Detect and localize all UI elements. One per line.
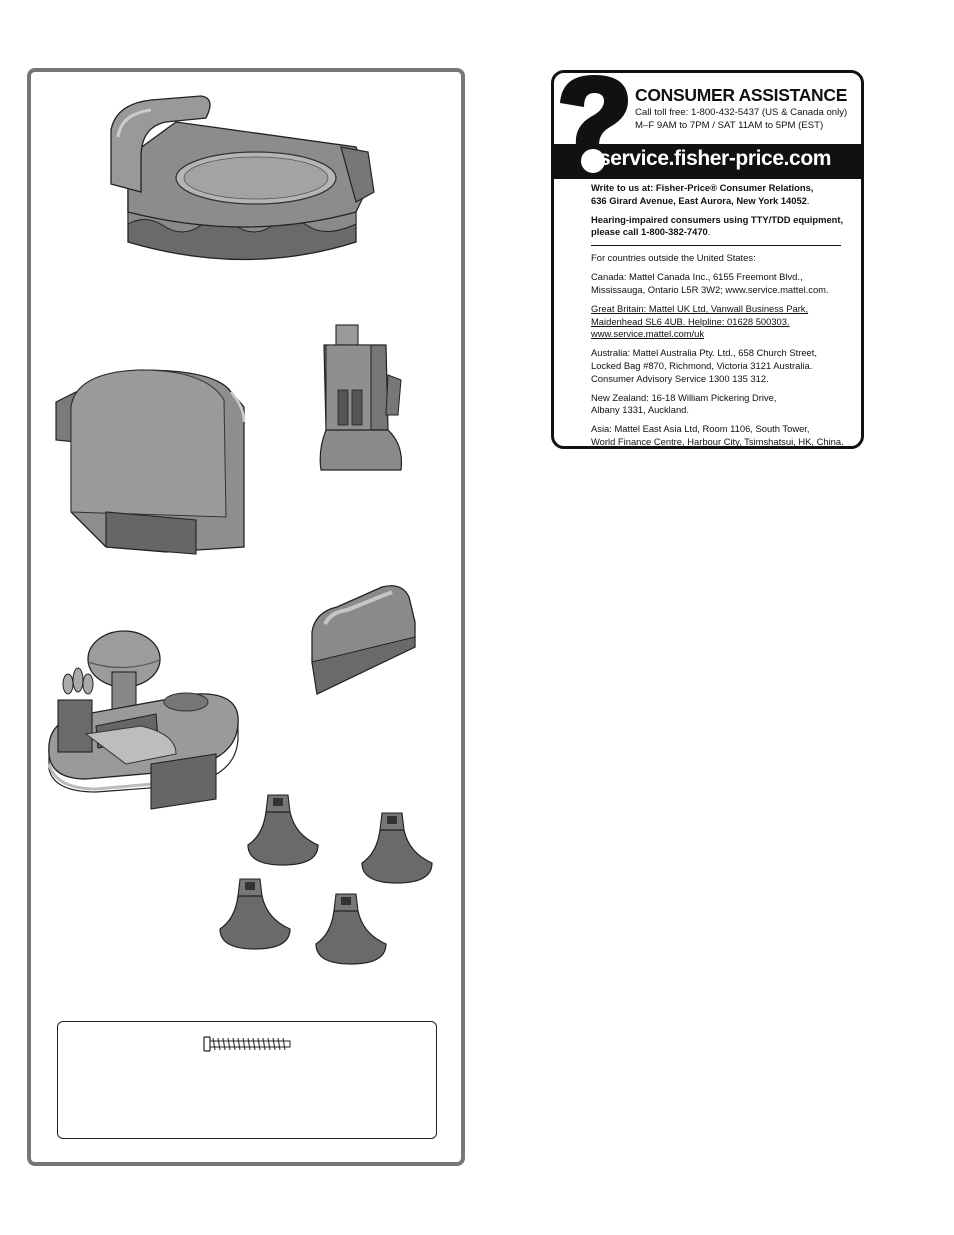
hearing-impaired: Hearing-impaired consumers using TTY/TDD equipment, please call 1-800-382-7470.	[591, 213, 844, 238]
australia-contact: Australia: Mattel Australia Pty. Ltd., 658 Church Street, Locked Bag #870, Richmond, Victoria 3121 Australia. Consumer Advisory Service 1300 135 312.	[591, 347, 817, 384]
hearing-line-2-prefix: please call	[591, 226, 642, 238]
asia-contact: Asia: Mattel East Asia Ltd, Room 1106, South Tower, World Finance Centre, Harbour City, Tsimshatsui, HK, China.	[591, 423, 844, 447]
armrest-cover-icon	[307, 582, 422, 702]
consumer-assistance-title: CONSUMER ASSISTANCE	[635, 85, 848, 105]
great-britain-contact: Great Britain: Mattel UK Ltd, Vanwall Business Park, Maidenhead SL6 4UB. Helpline: 01628 500303. www.service.mattel.com/uk	[591, 303, 809, 340]
write-to-us: Write to us at: Fisher-Price® Consumer Relations, 636 Girard Avenue, East Aurora, New York 14052.	[591, 182, 814, 206]
consumer-assistance-box	[551, 70, 864, 449]
leg-foot-icon	[311, 889, 391, 969]
divider	[591, 245, 841, 246]
write-line-2: 636 Girard Avenue, East Aurora, New York 14052	[591, 194, 807, 206]
contact-body	[591, 182, 859, 449]
website-link[interactable]: service.fisher-price.com	[599, 147, 832, 170]
leg-foot-icon	[243, 790, 323, 870]
screw-box	[57, 1021, 437, 1139]
new-zealand-contact: New Zealand: 16-18 William Pickering Drive, Albany 1331, Auckland.	[591, 391, 777, 416]
toll-free-line: Call toll free: 1-800-432-5437 (US & Canada only)	[635, 107, 848, 118]
intl-intro: For countries outside the United States:	[591, 252, 756, 264]
write-line-1: Write to us at: Fisher-Price® Consumer Relations,	[591, 182, 814, 193]
website-bar	[554, 144, 861, 179]
canada-contact: Canada: Mattel Canada Inc., 6155 Freemont Blvd., Mississauga, Ontario L5R 3W2; www.service.mattel.com.	[591, 271, 829, 296]
hours-line: M–F 9AM to 7PM / SAT 11AM to 5PM (EST)	[635, 120, 824, 131]
hearing-line-1: Hearing-impaired consumers using TTY/TDD equipment,	[591, 213, 844, 225]
toy-tray-icon	[46, 614, 246, 812]
hearing-number: 1-800-382-7470	[641, 226, 708, 238]
seat-back-icon	[46, 362, 246, 562]
screw-icon	[203, 1034, 295, 1054]
leg-foot-icon	[357, 808, 437, 888]
seat-base-icon	[106, 92, 381, 272]
tray-post-icon	[316, 320, 416, 485]
gb-website-link[interactable]: www.service.mattel.com/uk	[591, 328, 705, 340]
leg-foot-icon	[215, 874, 295, 954]
parts-panel	[27, 68, 465, 1166]
